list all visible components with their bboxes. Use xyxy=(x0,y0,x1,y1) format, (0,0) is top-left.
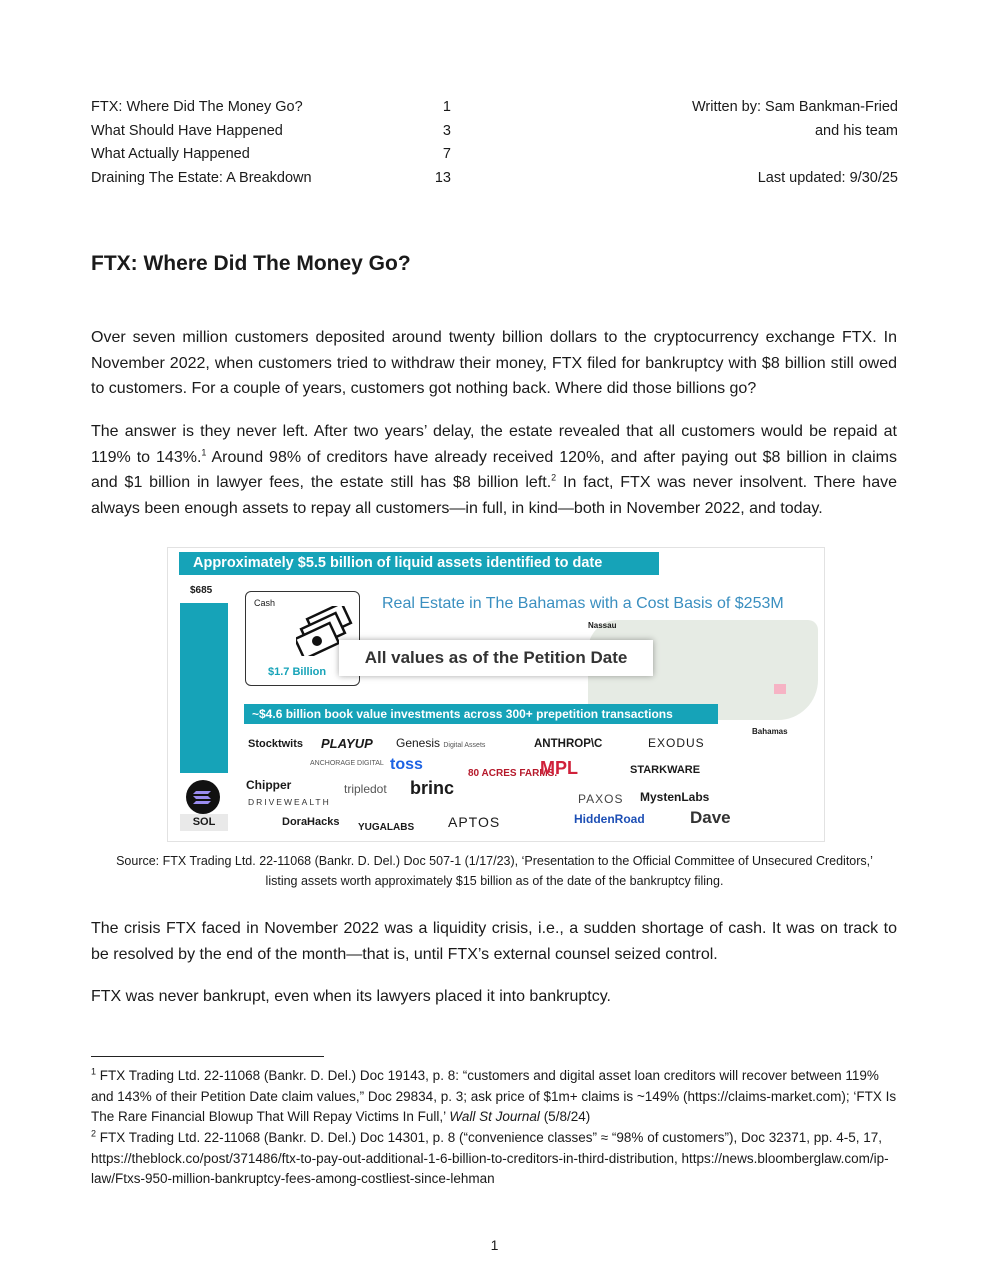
paragraph-1: Over seven million customers deposited around twenty billion dollars to the cryptocurrency exchange FTX. In November 2022, when customers tried to withdraw their money, FTX filed for bankruptcy with $8 billion still owed to customers. For a couple of years, customers got nothing back. Where did those billions go? xyxy=(91,329,897,397)
footnote-ref-1[interactable]: 1 xyxy=(201,447,207,458)
paragraph-2 xyxy=(91,419,897,521)
solana-icon xyxy=(186,780,220,814)
document-meta xyxy=(598,96,898,190)
logo-anthropic: ANTHROP\C xyxy=(534,738,603,750)
footnote-2-number: 2 xyxy=(91,1128,97,1139)
logo-paxos: PAXOS xyxy=(578,792,624,806)
logo-anchorage: ANCHORAGE DIGITAL xyxy=(310,760,384,767)
logo-mystenlabs: MystenLabs xyxy=(640,790,710,804)
logo-dave: Dave xyxy=(690,808,731,827)
footnote-ref-2[interactable]: 2 xyxy=(551,472,557,483)
footnote-1 xyxy=(91,1066,897,1128)
logo-dorahacks: DoraHacks xyxy=(282,816,340,828)
bar-value-label: $685 xyxy=(190,585,213,596)
logo-stocktwits: Stocktwits xyxy=(248,738,304,750)
toc-page: 1 xyxy=(442,99,451,115)
logo-80-acres: 80 ACRES FARMS. xyxy=(468,768,558,779)
logo-chipper: Chipper xyxy=(246,778,292,792)
logo-drivewealth: DRIVEWEALTH xyxy=(248,797,331,807)
footnote-1-number: 1 xyxy=(91,1066,97,1077)
logo-starkware: STARKWARE xyxy=(630,764,701,776)
toc-row[interactable] xyxy=(91,120,451,144)
investments-banner: ~$4.6 billion book value investments across 300+ prepetition transactions xyxy=(244,704,718,724)
toc-title: What Should Have Happened xyxy=(91,122,283,139)
logo-exodus: EXODUS xyxy=(648,736,705,750)
section-heading: FTX: Where Did The Money Go? xyxy=(91,252,411,275)
paragraph-4: FTX was never bankrupt, even when its lawyers placed it into bankruptcy. xyxy=(91,988,611,1005)
toc-page: 7 xyxy=(442,146,451,162)
genesis-name: Genesis xyxy=(396,736,441,750)
cash-amount: $1.7 Billion xyxy=(268,666,327,678)
map-label-bahamas: Bahamas xyxy=(752,727,788,736)
logo-toss: toss xyxy=(390,756,423,773)
logo-yugalabs: YUGALABS xyxy=(358,822,415,833)
paragraph-2-text-a: The answer is they never left. After two years’ delay, the estate revealed that all customers would be repaid at 119% to 143%. xyxy=(91,423,897,466)
author-line-2: and his team xyxy=(814,122,898,139)
footnote-1-text: FTX Trading Ltd. 22-11068 (Bankr. D. Del.) Doc 19143, p. 8: “customers and digital asset loan creditors will recover between 119% and 143% of their Petition Date claim values,” Doc 29834, p. 3; ask price of $1m+ claims is ~149% (https://claims-market.com); ‘FTX Is The Rare Financial Blowup That Will Repay Victims In Full,’ xyxy=(91,1068,897,1124)
genesis-sub: Digital Assets xyxy=(443,742,486,749)
footnote-divider xyxy=(91,1056,324,1057)
sol-label: SOL xyxy=(180,814,228,831)
paragraph-2-text-b: Around 98% of creditors have already received 120%, and after paying out $8 billion in claims and $1 billion in lawyer fees, the estate still has $8 billion left. xyxy=(91,448,897,491)
petition-date-callout: All values as of the Petition Date xyxy=(339,640,653,676)
map-marker xyxy=(774,684,786,694)
logo-playup: PLAYUP xyxy=(321,736,373,751)
paragraph-2-text-c: In fact, FTX was never insolvent. There have always been enough assets to repay all customers—in full, in kind—both in November 2022, and today. xyxy=(91,474,897,517)
logo-hiddenroad: HiddenRoad xyxy=(574,812,645,826)
figure-caption: Source: FTX Trading Ltd. 22-11068 (Bankr. D. Del.) Doc 507-1 (1/17/23), ‘Presentation to the Official Committee of Unsecured Creditors,’ listing assets worth approximately $15 billion as of the date of the bankruptcy filing. xyxy=(116,854,873,888)
toc-title: What Actually Happened xyxy=(91,146,250,162)
toc-title: Draining The Estate: A Breakdown xyxy=(91,169,312,186)
logo-aptos: APTOS xyxy=(448,814,501,830)
cash-label: Cash xyxy=(254,598,276,608)
toc-title: FTX: Where Did The Money Go? xyxy=(91,99,303,115)
footnote-2 xyxy=(91,1128,897,1190)
footnote-1-date: (5/8/24) xyxy=(539,1109,591,1124)
real-estate-title: Real Estate in The Bahamas with a Cost Basis of $253M xyxy=(382,595,784,612)
footnote-1-journal: Wall St Journal xyxy=(449,1109,540,1124)
table-of-contents xyxy=(91,96,451,190)
paragraph-3: The crisis FTX faced in November 2022 was a liquidity crisis, i.e., a sudden shortage of cash. It was on track to be resolved by the end of the month—that is, until FTX’s external counsel seized control. xyxy=(91,920,897,963)
sol-bar xyxy=(180,603,228,773)
toc-row[interactable] xyxy=(91,167,451,191)
logo-mpl: MPL xyxy=(540,758,578,778)
last-updated: Last updated: 9/30/25 xyxy=(757,169,898,186)
author-line: Written by: Sam Bankman-Fried xyxy=(691,99,898,115)
assets-figure xyxy=(167,547,825,842)
page-number: 1 xyxy=(490,1237,499,1253)
toc-page: 13 xyxy=(434,169,451,186)
footnote-2-text: FTX Trading Ltd. 22-11068 (Bankr. D. Del.) Doc 14301, p. 8 (“convenience classes” ≈ “98% of customers”), Doc 32371, pp. 4-5, 17, https://theblock.co/post/371486/ftx-to-pay-out-additional-1-6-billion-to-creditors-in-third-distribution, https://news.bloomberglaw.com/ip-law/Ftxs-950-million-bankruptcy-fees-among-costliest-since-lehman xyxy=(91,1130,889,1186)
toc-row[interactable] xyxy=(91,143,451,167)
toc-page: 3 xyxy=(442,122,451,139)
logo-brinc: brinc xyxy=(410,778,455,798)
logo-genesis xyxy=(396,736,485,750)
toc-row[interactable] xyxy=(91,96,451,120)
map-label-nassau: Nassau xyxy=(588,621,617,630)
logo-tripledot: tripledot xyxy=(344,782,387,796)
figure-banner: Approximately $5.5 billion of liquid assets identified to date xyxy=(179,552,659,575)
